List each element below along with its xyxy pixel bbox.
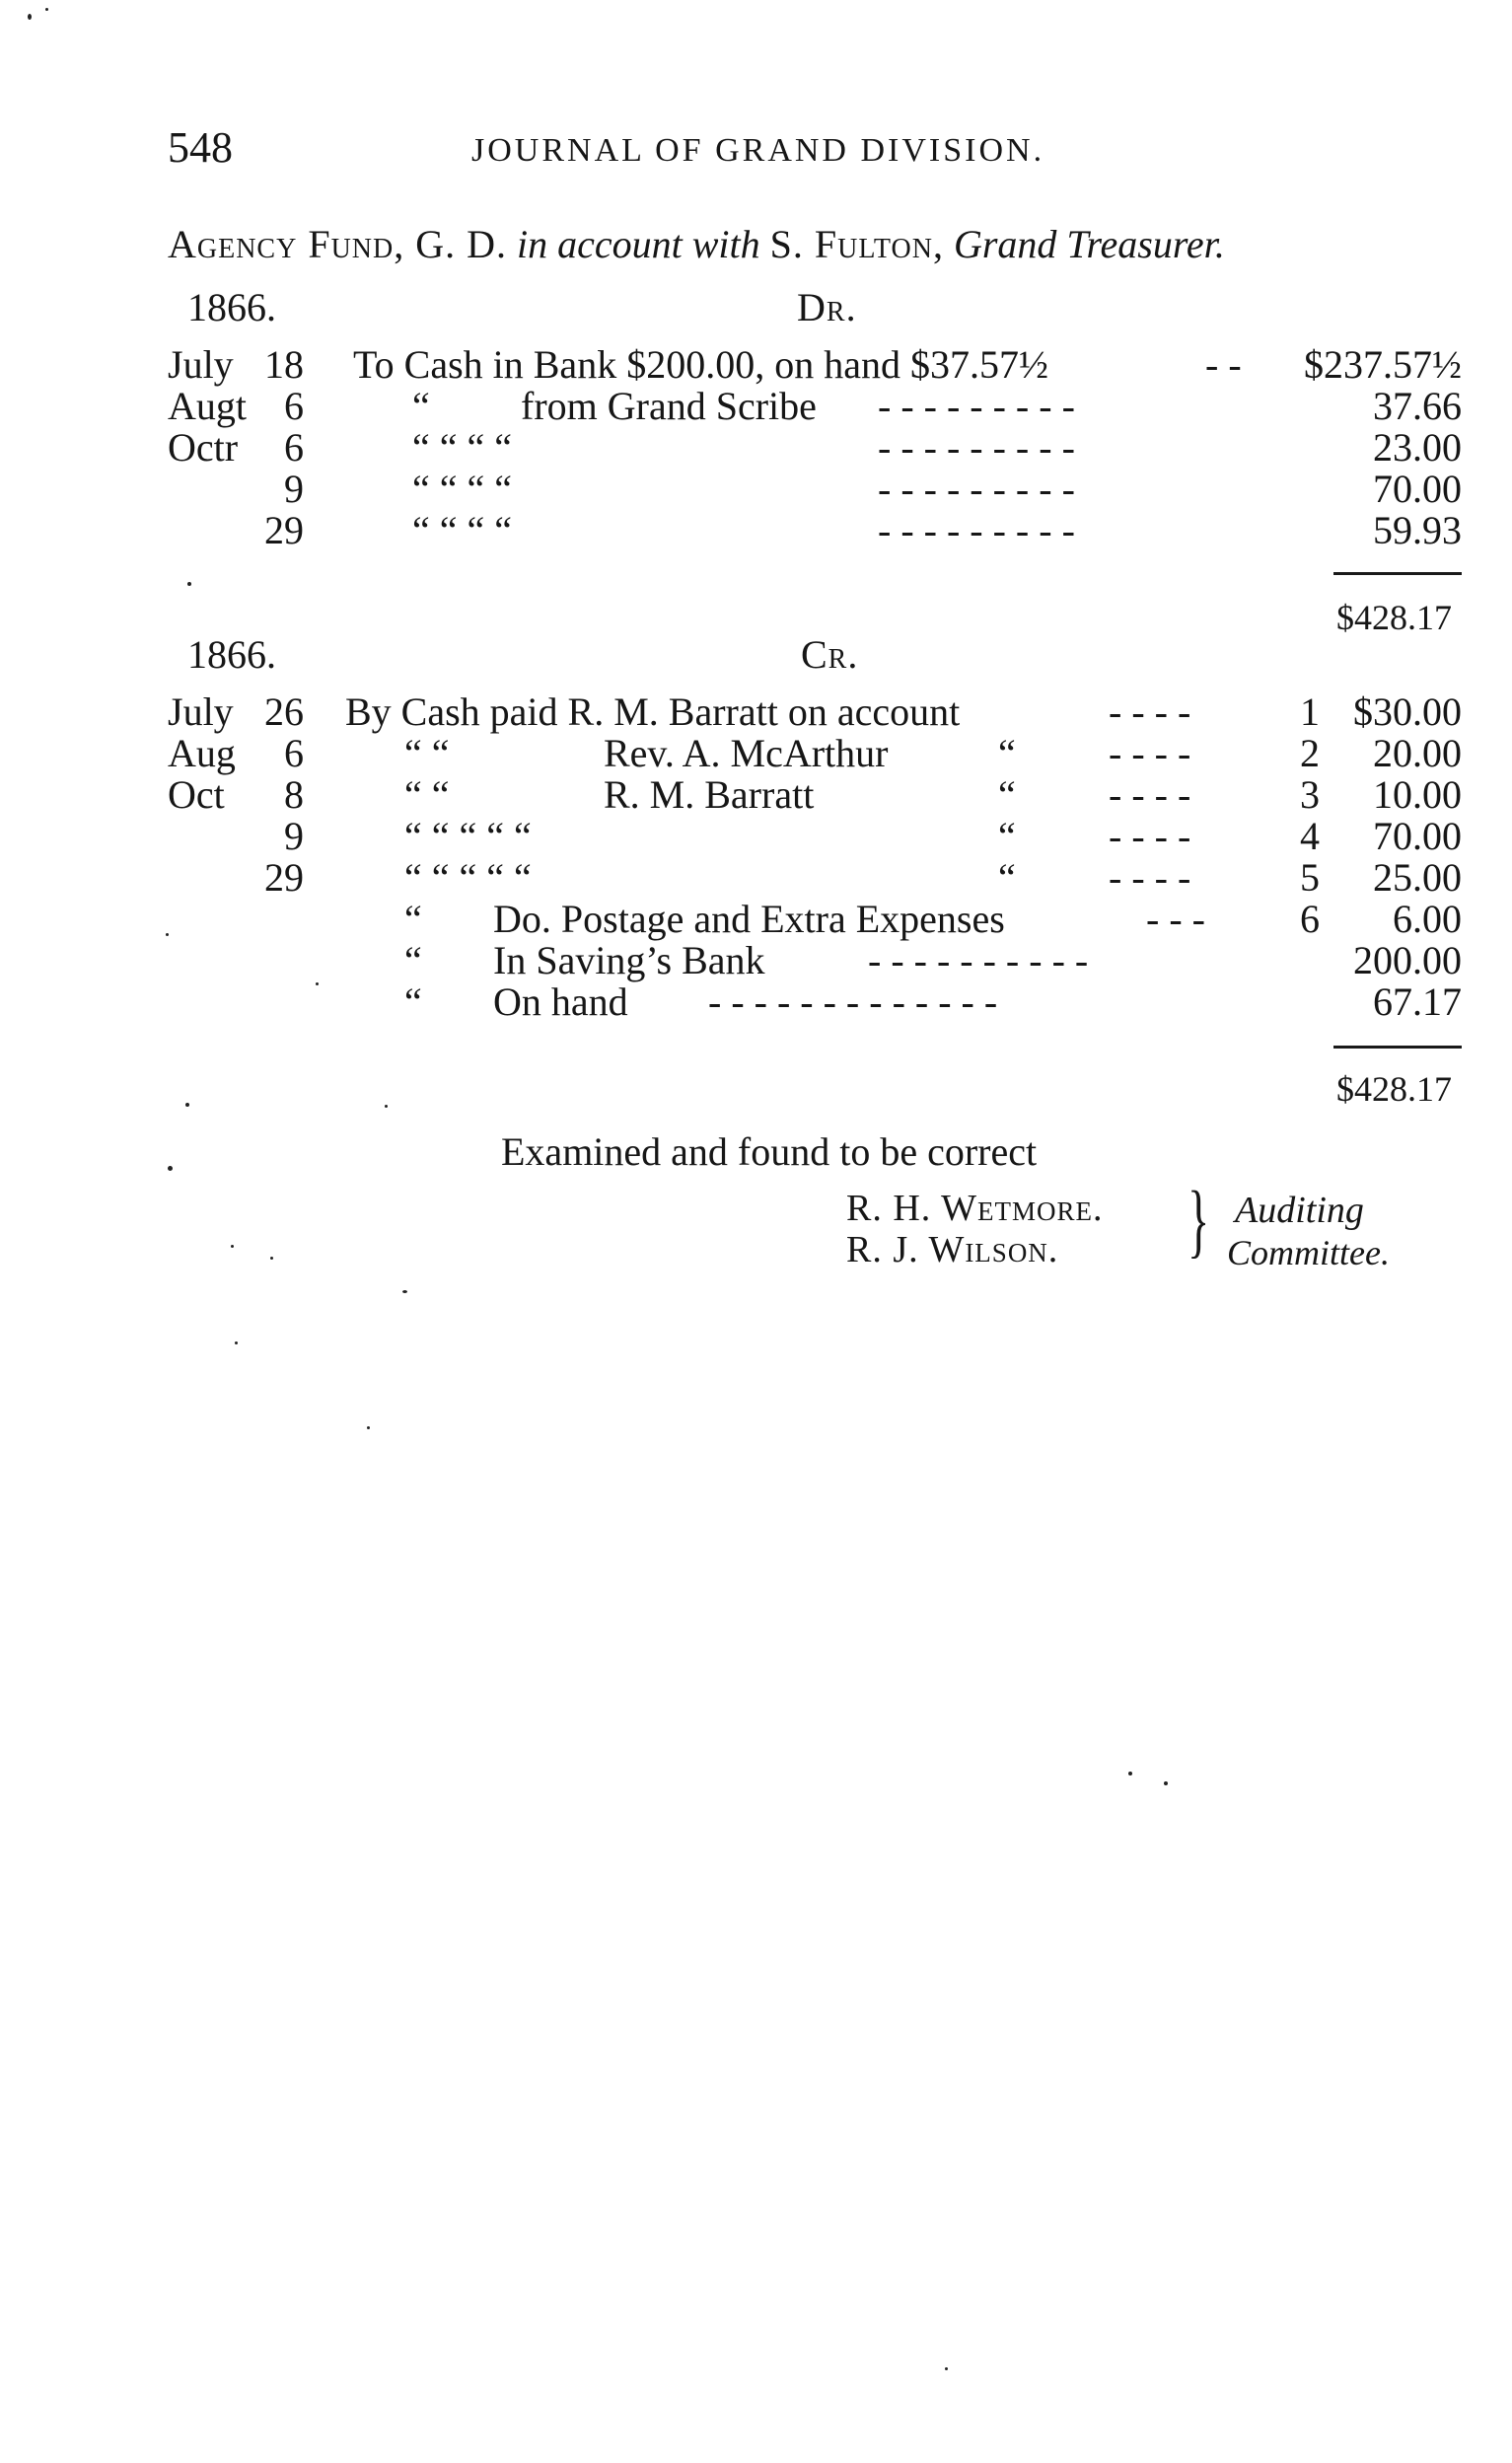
row-ditto: “ “ “ “ bbox=[412, 467, 513, 511]
row-ditto: “ bbox=[404, 897, 422, 941]
row-leader: - - - - - - - - - bbox=[878, 467, 1075, 511]
fund-name: Agency Fund, G. D. bbox=[168, 222, 508, 266]
row-day: 26 bbox=[264, 689, 304, 734]
credit-total: $428.17 bbox=[1336, 1069, 1452, 1109]
row-ditto: “ “ bbox=[404, 731, 450, 775]
row-day: 9 bbox=[284, 467, 304, 511]
scan-speck bbox=[270, 1257, 273, 1260]
debit-total-rule bbox=[1333, 572, 1462, 575]
scan-speck bbox=[945, 2367, 948, 2370]
row-description: Rev. A. McArthur bbox=[604, 731, 889, 775]
row-month: Octr bbox=[168, 425, 239, 470]
committee-label-line2: Committee. bbox=[1227, 1233, 1390, 1272]
row-day: 29 bbox=[264, 855, 304, 900]
in-account-with: in account with bbox=[517, 222, 760, 266]
credit-year: 1866. bbox=[187, 632, 276, 677]
row-day: 6 bbox=[284, 425, 304, 470]
row-leader: - - - - - - - - - - - - - bbox=[708, 979, 998, 1024]
auditor-name: R. H. Wetmore. bbox=[846, 1188, 1104, 1229]
row-day: 29 bbox=[264, 508, 304, 552]
row-description: On hand bbox=[493, 979, 628, 1024]
treasurer-role: Grand Treasurer. bbox=[953, 222, 1225, 266]
debit-total: $428.17 bbox=[1336, 598, 1452, 637]
row-amount: 23.00 bbox=[1373, 425, 1462, 470]
scan-speck bbox=[187, 582, 191, 586]
row-day: 18 bbox=[264, 342, 304, 387]
row-leader: - - - - - - - - - bbox=[878, 384, 1075, 428]
row-amount: 67.17 bbox=[1373, 979, 1462, 1024]
account-title bbox=[168, 222, 1225, 266]
row-leader: - - - - - - - - - bbox=[878, 425, 1075, 470]
running-title: JOURNAL OF GRAND DIVISION. bbox=[471, 132, 1045, 169]
row-leader: - - - - bbox=[1109, 855, 1191, 900]
row-description: Do. Postage and Extra Expenses bbox=[493, 897, 1005, 941]
row-day: 6 bbox=[284, 731, 304, 775]
row-leader: - - - - bbox=[1109, 731, 1191, 775]
row-ditto-2: “ bbox=[998, 855, 1016, 900]
audit-statement: Examined and found to be correct bbox=[501, 1129, 1038, 1174]
scan-speck bbox=[185, 1103, 189, 1107]
row-voucher: 3 bbox=[1300, 772, 1320, 817]
scan-speck bbox=[166, 933, 169, 936]
treasurer-name: S. Fulton, bbox=[769, 222, 944, 266]
scan-speck bbox=[1128, 1772, 1132, 1775]
row-ditto-2: “ bbox=[998, 731, 1016, 775]
scan-speck bbox=[231, 1245, 234, 1248]
scan-speck bbox=[45, 8, 48, 11]
row-leader: - - - - bbox=[1109, 772, 1191, 817]
scan-speck bbox=[28, 14, 32, 20]
row-amount: 70.00 bbox=[1373, 467, 1462, 511]
row-month: July bbox=[168, 689, 234, 734]
auditor-name: R. J. Wilson. bbox=[846, 1229, 1059, 1270]
row-leader: - - - - bbox=[1109, 689, 1191, 734]
row-amount: 6.00 bbox=[1393, 897, 1462, 941]
row-day: 9 bbox=[284, 814, 304, 858]
scan-speck bbox=[402, 1290, 407, 1293]
row-amount: 37.66 bbox=[1373, 384, 1462, 428]
row-month: Aug bbox=[168, 731, 236, 775]
row-ditto: “ bbox=[404, 979, 422, 1024]
row-leader: - - - - - - - - - bbox=[878, 508, 1075, 552]
row-voucher: 5 bbox=[1300, 855, 1320, 900]
row-day: 6 bbox=[284, 384, 304, 428]
row-ditto: “ bbox=[412, 384, 430, 428]
row-description: R. M. Barratt bbox=[604, 772, 815, 817]
row-leader: - - - - - - - - - - bbox=[868, 938, 1089, 982]
scan-speck bbox=[168, 1166, 173, 1171]
committee-label-line1: Auditing bbox=[1235, 1190, 1364, 1231]
row-amount: 59.93 bbox=[1373, 508, 1462, 552]
credit-total-rule bbox=[1333, 1046, 1462, 1049]
row-description: from Grand Scribe bbox=[521, 384, 817, 428]
row-month: Oct bbox=[168, 772, 225, 817]
scan-speck bbox=[235, 1341, 238, 1344]
brace-symbol: } bbox=[1188, 1175, 1210, 1267]
row-voucher: 2 bbox=[1300, 731, 1320, 775]
scan-speck bbox=[367, 1426, 370, 1429]
row-ditto: “ “ “ “ bbox=[412, 508, 513, 552]
row-voucher: 4 bbox=[1300, 814, 1320, 858]
page-number: 548 bbox=[168, 123, 233, 172]
row-ditto-2: “ bbox=[998, 814, 1016, 858]
row-leader: - - - bbox=[1146, 897, 1205, 941]
row-day: 8 bbox=[284, 772, 304, 817]
row-voucher: 1 bbox=[1300, 689, 1320, 734]
scan-speck bbox=[1164, 1781, 1168, 1785]
row-ditto-2: “ bbox=[998, 772, 1016, 817]
row-description: In Saving’s Bank bbox=[493, 938, 765, 982]
scan-speck bbox=[385, 1105, 388, 1108]
row-amount: 200.00 bbox=[1353, 938, 1462, 982]
row-month: Augt bbox=[168, 384, 247, 428]
row-amount: $237.57½ bbox=[1304, 342, 1462, 387]
row-ditto: “ “ bbox=[404, 772, 450, 817]
row-ditto: “ “ “ “ “ bbox=[404, 814, 532, 858]
row-description: By Cash paid R. M. Barratt on account bbox=[345, 689, 961, 734]
row-leader: - - bbox=[1205, 342, 1242, 387]
scan-speck bbox=[316, 982, 319, 985]
row-ditto: “ “ “ “ bbox=[412, 425, 513, 470]
row-ditto: “ bbox=[404, 938, 422, 982]
row-amount: 20.00 bbox=[1373, 731, 1462, 775]
row-month: July bbox=[168, 342, 234, 387]
debit-year: 1866. bbox=[187, 285, 276, 329]
row-description: To Cash in Bank $200.00, on hand $37.57½ bbox=[353, 342, 1048, 387]
debit-heading: Dr. bbox=[797, 285, 857, 329]
row-amount: 25.00 bbox=[1373, 855, 1462, 900]
credit-heading: Cr. bbox=[801, 632, 859, 677]
row-ditto: “ “ “ “ “ bbox=[404, 855, 532, 900]
row-leader: - - - - bbox=[1109, 814, 1191, 858]
row-amount: 70.00 bbox=[1373, 814, 1462, 858]
row-voucher: 6 bbox=[1300, 897, 1320, 941]
row-amount: $30.00 bbox=[1353, 689, 1462, 734]
row-amount: 10.00 bbox=[1373, 772, 1462, 817]
